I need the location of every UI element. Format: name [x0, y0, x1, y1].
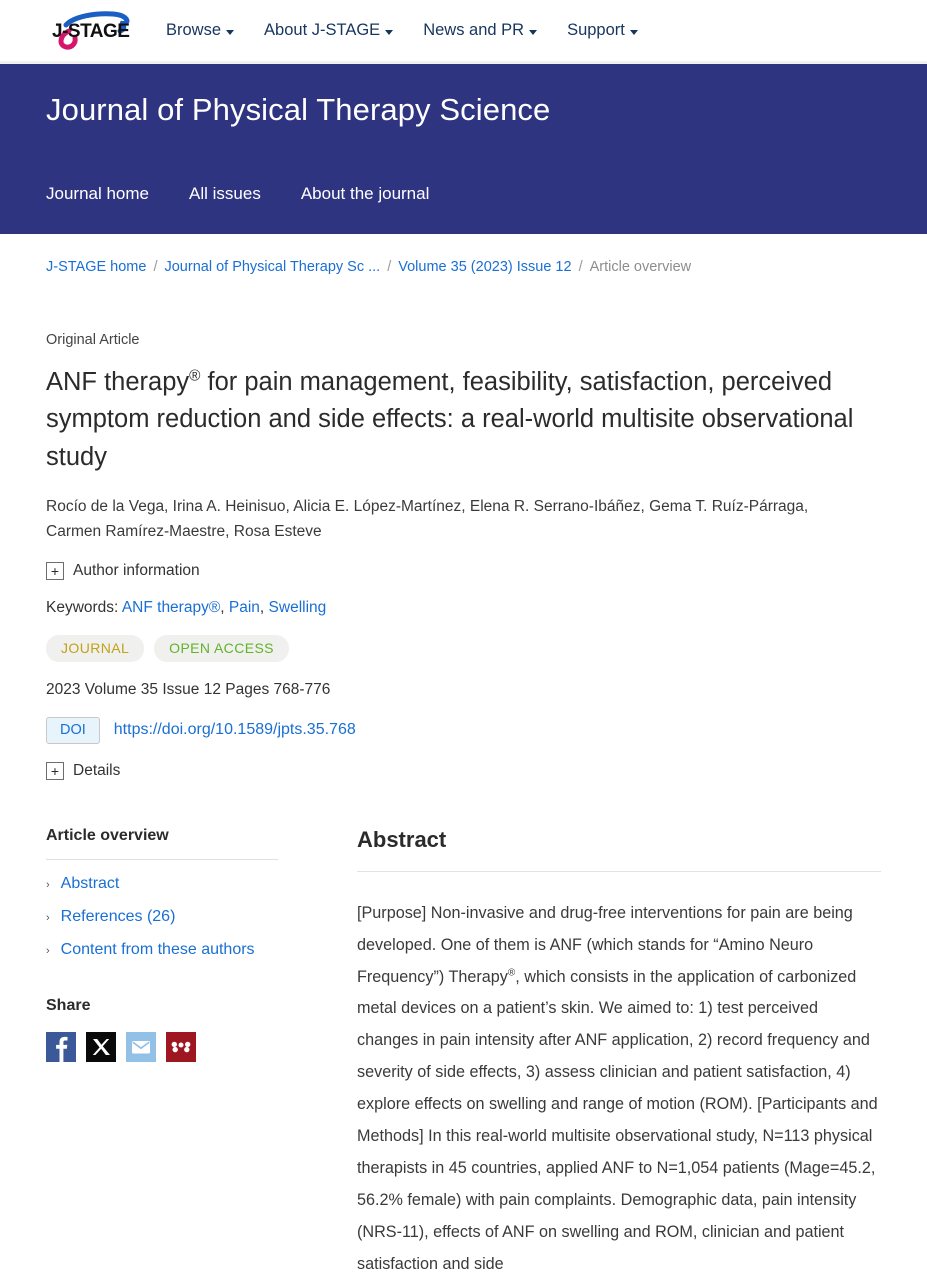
chevron-down-icon	[385, 30, 393, 35]
abstract-heading: Abstract	[357, 826, 447, 852]
keywords-label: Keywords:	[46, 598, 119, 616]
chevron-right-icon: ›	[46, 911, 50, 924]
keyword-separator: ,	[220, 598, 225, 616]
keywords-row	[46, 599, 881, 617]
facebook-share-icon[interactable]	[46, 1032, 76, 1062]
svg-text:J-STAGE: J-STAGE	[52, 20, 130, 42]
breadcrumb	[0, 234, 927, 275]
global-nav-label: Support	[567, 21, 625, 39]
sidebar-item-label: References (26)	[60, 907, 176, 925]
sidebar-overview-list	[46, 875, 286, 959]
article-header	[0, 332, 927, 780]
global-nav-item-news[interactable]	[423, 21, 537, 40]
author-information-toggle[interactable]	[46, 562, 200, 580]
doi-row	[46, 717, 881, 744]
global-nav-label: News and PR	[423, 21, 525, 39]
keyword-separator: ,	[259, 598, 265, 616]
page-title	[46, 364, 876, 476]
j-stage-logo[interactable]	[46, 11, 138, 51]
chevron-right-icon: ›	[46, 878, 50, 891]
share-icon-list	[46, 1032, 286, 1062]
journal-nav-item-all-issues[interactable]: All issues	[189, 184, 261, 203]
article-citation: 2023 Volume 35 Issue 12 Pages 768-776	[46, 680, 331, 698]
main-content	[311, 827, 881, 1281]
status-badge-journal: JOURNAL	[46, 635, 144, 662]
global-nav-item-about[interactable]	[264, 21, 393, 40]
article-badges	[46, 635, 881, 662]
email-share-icon[interactable]	[126, 1032, 156, 1062]
doi-link[interactable]: https://doi.org/10.1589/jpts.35.768	[113, 721, 356, 739]
keyword-link-pain[interactable]: Pain	[228, 598, 260, 616]
divider	[46, 859, 278, 860]
plus-icon: +	[46, 762, 64, 780]
breadcrumb-separator: /	[153, 259, 158, 275]
sidebar	[46, 827, 311, 1281]
global-nav-item-support[interactable]	[567, 21, 638, 40]
chevron-down-icon	[630, 30, 638, 35]
global-nav-label: Browse	[166, 21, 222, 39]
abstract-text-part1: [Purpose] Non-invasive and drug-free interventions for pain are being developed. One of them is ANF (which stands for “Amino Neuro Frequency”) Therapy	[357, 903, 853, 986]
breadcrumb-item-journal[interactable]: Journal of Physical Therapy Sc ...	[164, 259, 381, 275]
keyword-link-anf-therapy[interactable]: ANF therapy®	[121, 598, 221, 616]
global-nav-item-browse[interactable]	[166, 21, 234, 40]
sidebar-item-content-from-these-authors[interactable]	[46, 941, 286, 959]
sidebar-item-references[interactable]	[46, 908, 286, 926]
j-stage-logo-graphic	[46, 11, 138, 51]
article-title-text: ANF therapy	[46, 368, 190, 396]
chevron-down-icon	[226, 30, 234, 35]
mendeley-glyph	[166, 1032, 196, 1062]
global-header	[0, 0, 927, 64]
journal-title: Journal of Physical Therapy Science	[46, 92, 551, 127]
journal-nav-item-about[interactable]: About the journal	[300, 184, 430, 203]
mendeley-share-icon[interactable]	[166, 1032, 196, 1062]
x-twitter-share-icon[interactable]	[86, 1032, 116, 1062]
details-toggle[interactable]	[46, 762, 120, 780]
breadcrumb-item-volume[interactable]: Volume 35 (2023) Issue 12	[398, 259, 572, 275]
doi-badge: DOI	[46, 717, 100, 744]
sidebar-item-label: Content from these authors	[60, 940, 255, 958]
journal-nav-item-home[interactable]: Journal home	[46, 184, 150, 203]
breadcrumb-separator: /	[387, 259, 392, 275]
envelope-glyph	[126, 1032, 156, 1062]
facebook-glyph	[46, 1032, 76, 1062]
details-label: Details	[73, 761, 121, 779]
abstract-text-part2: , which consists in the application of carbonized metal devices on a patient’s skin. We aimed to: 1) test perceived changes in pain intensity after ANF application, 2) record frequency and severity of side effects, 3) assess clinician and patient satisfaction, 4) explore effects on swelling and range of motion (ROM). [Participants and Methods] In this real-world multisite observational study, N=113 physical therapists in 45 countries, applied ANF to N=1,054 patients (Mage=45.2, 56.2% female) with pain complaints. Demographic data, pain intensity (NRS-11), effects of ANF on swelling and ROM, clinician and patient satisfaction and side	[357, 967, 878, 1273]
journal-banner	[0, 64, 927, 234]
sidebar-item-abstract[interactable]	[46, 875, 286, 893]
keyword-link-swelling[interactable]: Swelling	[268, 598, 327, 616]
status-badge-open-access: OPEN ACCESS	[154, 635, 289, 662]
breadcrumb-separator: /	[578, 259, 583, 275]
sidebar-item-label: Abstract	[60, 874, 120, 892]
global-nav	[166, 21, 638, 40]
author-information-label: Author information	[73, 561, 200, 579]
x-twitter-glyph	[86, 1032, 116, 1062]
registered-mark-icon: ®	[189, 367, 201, 385]
chevron-down-icon	[529, 30, 537, 35]
sidebar-heading-article-overview: Article overview	[46, 826, 169, 844]
breadcrumb-item-jstage-home[interactable]: J-STAGE home	[46, 259, 147, 275]
breadcrumb-item-current: Article overview	[589, 259, 692, 275]
abstract-text	[357, 898, 881, 1281]
article-type-label: Original Article	[46, 332, 140, 348]
plus-icon: +	[46, 562, 64, 580]
divider	[357, 871, 881, 872]
article-authors: Rocío de la Vega, Irina A. Heinisuo, Alicia E. López-Martínez, Elena R. Serrano-Ibáñez, Gema T. Ruíz-Párraga, Carmen Ramírez-Maestre, Rosa Esteve	[46, 497, 809, 540]
journal-nav	[46, 184, 429, 204]
registered-mark-icon: ®	[507, 967, 516, 979]
chevron-right-icon: ›	[46, 944, 50, 957]
global-nav-label: About J-STAGE	[264, 21, 381, 39]
sidebar-heading-share: Share	[46, 996, 91, 1014]
content-columns	[0, 827, 927, 1281]
article-title-text-rest: for pain management, feasibility, satisfaction, perceived symptom reduction and side effects: a real-world multisite observational study	[46, 368, 854, 471]
